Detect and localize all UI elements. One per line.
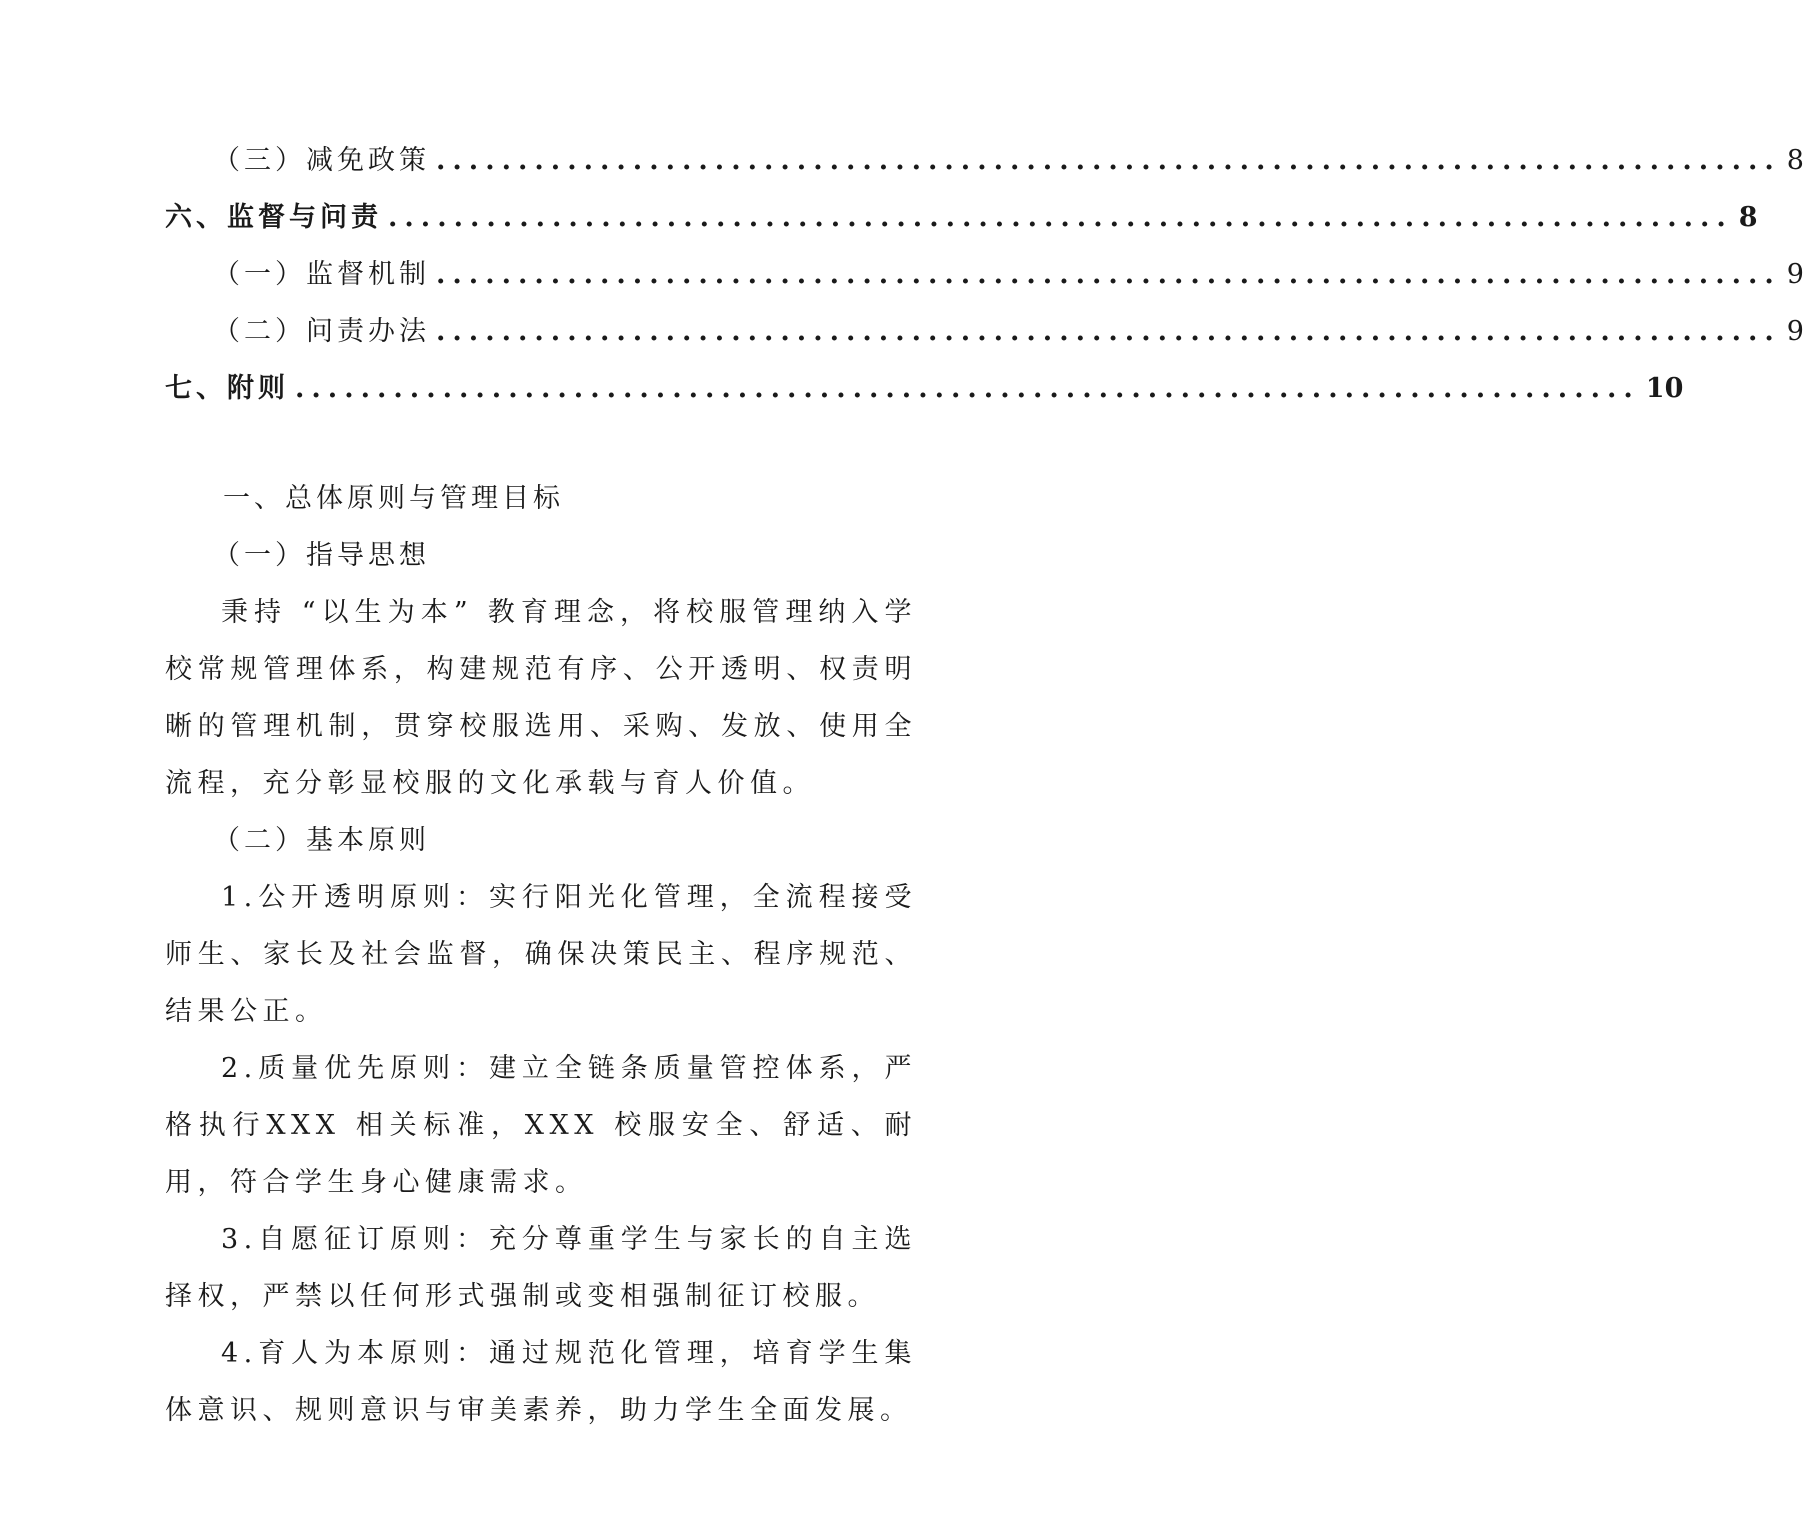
toc-entry-label: 七、附则 xyxy=(165,373,289,404)
toc-entry-page: 9 xyxy=(1786,316,1804,347)
toc-entry[interactable] xyxy=(165,132,1804,189)
toc-entry[interactable] xyxy=(165,189,1758,246)
toc-leader-dots: .................................................................................. xyxy=(436,316,1781,347)
guiding-thought-paragraph: 秉持 “以生为本” 教育理念，将校服管理纳入学校常规管理体系，构建规范有序、公开透明、权责明晰的管理机制，贯穿校服选用、采购、发放、使用全流程，充分彰显校服的文化承载与育人价值。 xyxy=(165,597,917,799)
toc-entry-page: 8 xyxy=(1738,202,1758,233)
toc-entry[interactable] xyxy=(165,246,1804,303)
table-of-contents xyxy=(165,132,1804,417)
toc-entry-label: 六、监督与问责 xyxy=(165,202,382,233)
subsection-heading: （一）指导思想 xyxy=(213,540,430,571)
toc-entry-label: （二）问责办法 xyxy=(213,316,430,347)
toc-leader-dots: .................................................................................. xyxy=(436,259,1781,290)
toc-entry-page: 9 xyxy=(1786,259,1804,290)
subsection-heading: （二）基本原则 xyxy=(213,825,430,856)
toc-leader-dots: .................................................................................. xyxy=(295,373,1640,404)
toc-leader-dots: .................................................................................. xyxy=(436,145,1781,176)
section-heading: 一、总体原则与管理目标 xyxy=(223,483,564,514)
principle-paragraph: 4.育人为本原则：通过规范化管理，培育学生集体意识、规则意识与审美素养，助力学生全面发展。 xyxy=(165,1338,917,1426)
toc-entry[interactable] xyxy=(165,360,1684,417)
principle-paragraph: 3.自愿征订原则：充分尊重学生与家长的自主选择权，严禁以任何形式强制或变相强制征订校服。 xyxy=(165,1224,917,1312)
toc-entry-page: 8 xyxy=(1786,145,1804,176)
toc-leader-dots: .................................................................................. xyxy=(388,202,1733,233)
toc-entry-label: （三）减免政策 xyxy=(213,145,430,176)
principle-paragraph: 1.公开透明原则：实行阳光化管理，全流程接受师生、家长及社会监督，确保决策民主、程序规范、结果公正。 xyxy=(165,882,917,1027)
toc-entry-label: （一）监督机制 xyxy=(213,259,430,290)
toc-entry-page: 10 xyxy=(1645,373,1684,404)
document-body xyxy=(165,470,917,1439)
principle-paragraph: 2.质量优先原则：建立全链条质量管控体系，严格执行XXX 相关标准，XXX 校服安全、舒适、耐用，符合学生身心健康需求。 xyxy=(165,1053,917,1198)
toc-entry[interactable] xyxy=(165,303,1804,360)
